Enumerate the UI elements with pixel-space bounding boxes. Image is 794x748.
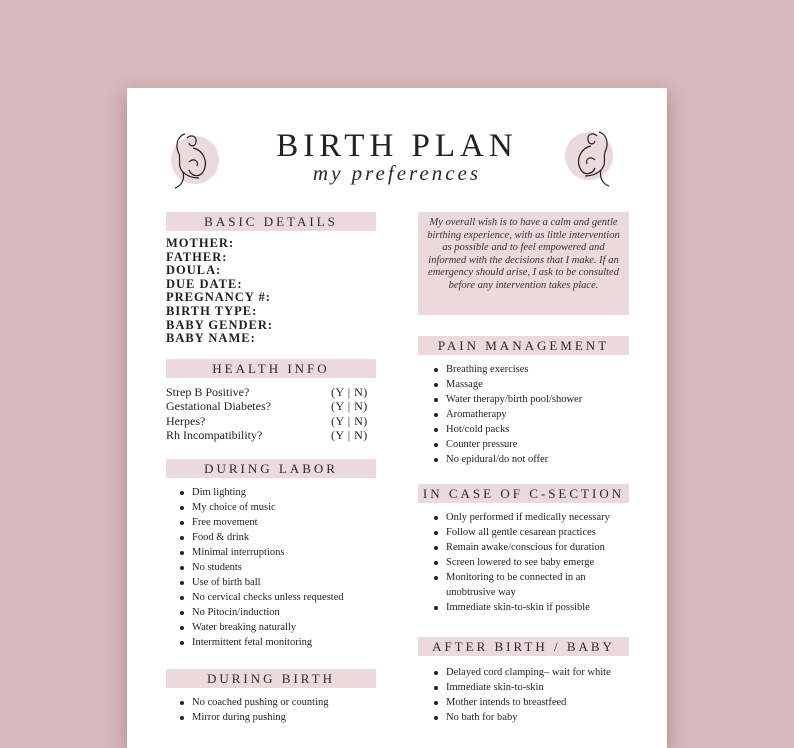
health-question: Herpes? (166, 413, 206, 428)
list-item: Mirror during pushing (192, 710, 328, 725)
c-section-heading: IN CASE OF C-SECTION (418, 484, 629, 503)
list-item: Mother intends to breastfeed (446, 695, 611, 710)
yes-no-choice: (Y | N) (331, 399, 368, 414)
list-item: Minimal interruptions (192, 545, 344, 560)
list-item: Breathing exercises (446, 362, 582, 377)
after-birth-heading: AFTER BIRTH / BABY (418, 637, 629, 656)
health-row (166, 385, 376, 399)
list-item: Delayed cord clamping– wait for white (446, 667, 611, 678)
during-birth-list (166, 695, 328, 725)
during-labor-list (166, 485, 344, 650)
list-item: Hot/cold packs (446, 422, 582, 437)
overall-wish-box: My overall wish is to have a calm and gentle birthing experience, with as little intervention as possible and to feel empowered and informed with the decisions that I make. If an emergency should arise, I ask to be consulted before any intervention takes place. (418, 212, 629, 315)
field-label: PREGNANCY #: (166, 290, 271, 305)
birth-plan-page (127, 88, 667, 748)
list-item: Intermittent fetal monitoring (192, 635, 344, 650)
page-subtitle: my preferences (312, 161, 482, 185)
basic-details-fields (166, 237, 273, 346)
after-birth-list (420, 665, 611, 725)
list-item: Follow all gentle cesarean practices (446, 525, 610, 540)
list-item: Counter pressure (446, 437, 582, 452)
list-item: Food & drink (192, 530, 344, 545)
yes-no-choice: (Y | N) (331, 385, 368, 399)
health-info-list (166, 385, 376, 442)
yes-no-choice: (Y | N) (331, 427, 368, 442)
list-item: No Pitocin/induction (192, 605, 344, 620)
page-title: BIRTH PLAN (276, 128, 518, 164)
list-item: Immediate skin-to-skin (446, 680, 611, 695)
health-row (166, 414, 376, 428)
list-item: No students (192, 560, 344, 575)
field-label: DOULA: (166, 263, 222, 278)
pain-management-heading: PAIN MANAGEMENT (418, 336, 629, 355)
list-item: Dim lighting (192, 485, 344, 500)
list-item: Remain awake/conscious for duration (446, 540, 610, 555)
basic-details-heading: BASIC DETAILS (166, 212, 376, 231)
field-label: FATHER: (166, 249, 228, 264)
list-item: Only performed if medically necessary (446, 512, 610, 523)
list-item: Water therapy/birth pool/shower (446, 394, 583, 405)
list-item: Monitoring to be connected in an unobtrusive way (446, 570, 606, 600)
list-item: No bath for baby (446, 710, 611, 725)
list-item: No epidural/do not offer (446, 452, 582, 467)
field-label: MOTHER: (166, 236, 235, 250)
during-birth-heading: DURING BIRTH (166, 669, 376, 688)
list-item: Massage (446, 377, 582, 392)
health-question: Strep B Positive? (166, 385, 250, 399)
pain-management-list (420, 362, 582, 467)
yes-no-choice: (Y | N) (331, 413, 368, 428)
list-item: My choice of music (192, 500, 344, 515)
list-item: Free movement (192, 515, 344, 530)
health-row (166, 399, 376, 413)
list-item: Water breaking naturally (192, 620, 344, 635)
field-label: DUE DATE: (166, 276, 243, 291)
health-info-heading: HEALTH INFO (166, 359, 376, 378)
list-item: Immediate skin-to-skin if possible (446, 600, 610, 615)
field-label: BABY NAME: (166, 331, 256, 346)
list-item: Aromatherapy (446, 407, 582, 422)
during-labor-heading: DURING LABOR (166, 459, 376, 478)
list-item: Use of birth ball (192, 575, 344, 590)
health-row (166, 428, 376, 442)
health-question: Rh Incompatibility? (166, 427, 263, 442)
list-item: Screen lowered to see baby emerge (446, 555, 610, 570)
list-item: No cervical checks unless requested (192, 592, 344, 603)
field-label: BIRTH TYPE: (166, 303, 258, 318)
field-label: BABY GENDER: (166, 317, 274, 332)
list-item: No coached pushing or counting (192, 697, 329, 708)
health-question: Gestational Diabetes? (166, 399, 271, 414)
c-section-list (420, 510, 610, 615)
